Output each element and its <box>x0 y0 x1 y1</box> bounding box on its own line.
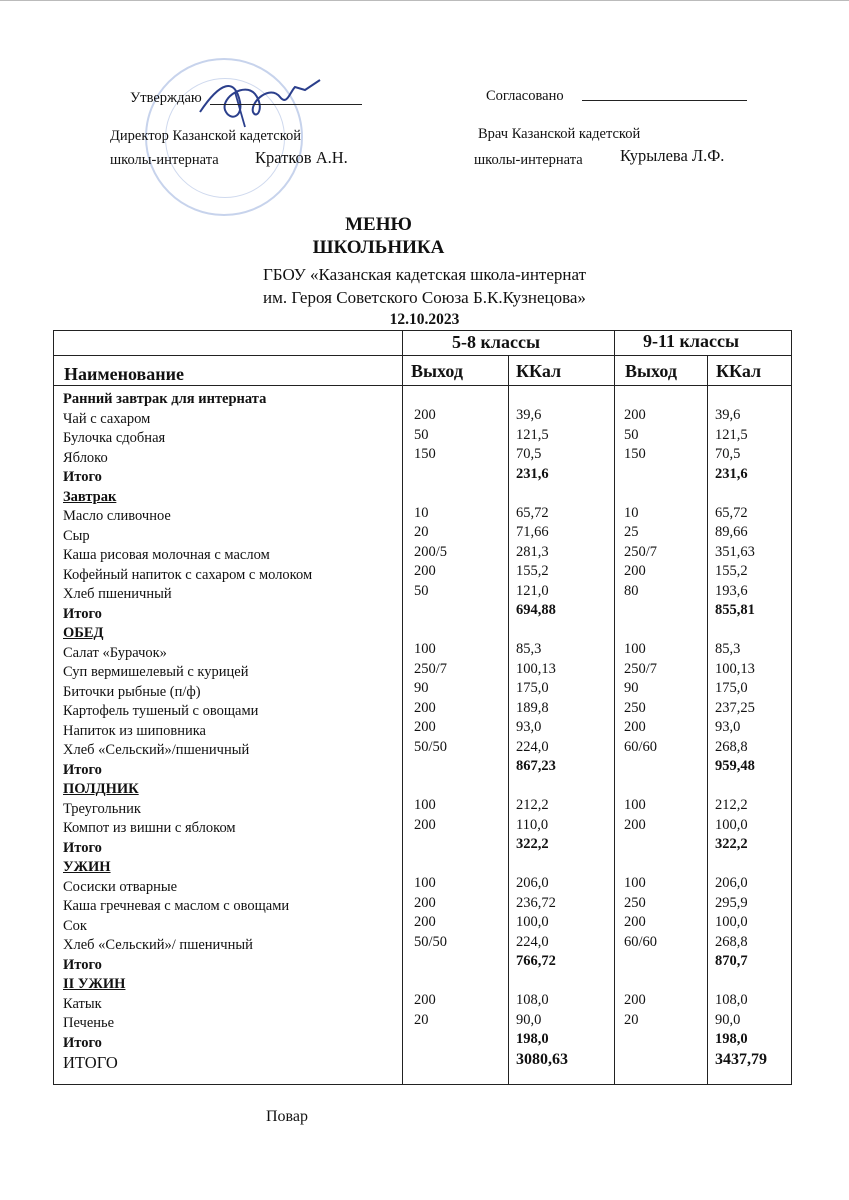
menu-value: 200 <box>414 699 436 716</box>
dish-name: Булочка сдобная <box>63 430 166 446</box>
menu-value: 212,2 <box>516 797 549 813</box>
menu-value: 100 <box>414 875 436 891</box>
menu-value: 231,6 <box>715 465 748 482</box>
dish-name: Салат «Бурачок» <box>63 644 167 661</box>
menu-value <box>624 972 657 992</box>
menu-value <box>414 1050 447 1070</box>
dish-name: Масло сливочное <box>63 508 171 524</box>
menu-value: 100,13 <box>516 660 556 677</box>
menu-value: 193,6 <box>715 582 748 599</box>
menu-value: 39,6 <box>516 407 542 423</box>
dish-name: Сыр <box>63 527 90 544</box>
group-header-5-8: 5-8 классы <box>452 332 540 352</box>
menu-value: 250/7 <box>624 660 658 677</box>
dish-name: Компот из вишни с яблоком <box>63 820 236 836</box>
menu-value: 150 <box>624 446 646 462</box>
menu-value <box>516 621 568 641</box>
menu-value: 100 <box>624 875 646 891</box>
agree-org: школы-интерната <box>474 152 583 168</box>
menu-value: 3080,63 <box>516 1050 568 1068</box>
table-rule <box>53 385 792 386</box>
menu-value <box>624 855 657 875</box>
menu-value: 90 <box>624 680 639 696</box>
menu-value: 236,72 <box>516 894 556 911</box>
dish-name: Хлеб «Сельский»/пшеничный <box>63 742 250 758</box>
dish-name: Кофейный напиток с сахаром с молоком <box>63 566 313 583</box>
menu-value: 100 <box>624 641 646 657</box>
menu-value <box>414 601 447 621</box>
menu-value: 200 <box>414 719 436 735</box>
menu-value <box>624 952 657 972</box>
menu-value: 198,0 <box>715 1031 748 1047</box>
dish-name: ИТОГО <box>63 1053 118 1072</box>
menu-value: 200 <box>414 407 436 423</box>
menu-value: 60/60 <box>624 738 658 755</box>
menu-value: 200 <box>414 914 436 930</box>
menu-value: 93,0 <box>516 719 542 735</box>
menu-value: 189,8 <box>516 699 549 716</box>
menu-value: 155,2 <box>516 563 549 579</box>
approve-org: школы-интерната <box>110 152 219 168</box>
menu-value <box>414 972 447 992</box>
col-header-kcal-2: ККал <box>716 361 762 381</box>
dish-name: Катык <box>63 995 102 1012</box>
menu-value: 90 <box>414 680 429 696</box>
dish-name: II УЖИН <box>63 976 126 992</box>
dish-name: Ранний завтрак для интерната <box>63 391 267 407</box>
menu-value <box>516 972 568 992</box>
col-header-kcal-1: ККал <box>516 361 562 381</box>
dish-name: ОБЕД <box>63 625 104 641</box>
menu-value: 100,0 <box>715 914 748 930</box>
menu-value <box>715 972 767 992</box>
menu-value: 250 <box>624 894 646 911</box>
menu-value <box>414 777 447 797</box>
menu-value <box>414 484 447 504</box>
menu-value: 50 <box>414 582 429 599</box>
menu-value: 65,72 <box>715 504 748 521</box>
menu-value: 268,8 <box>715 933 748 950</box>
menu-value: 155,2 <box>715 563 748 579</box>
menu-value: 80 <box>624 582 639 599</box>
approve-position: Директор Казанской кадетской <box>110 128 302 144</box>
approve-label: Утверждаю <box>130 90 202 106</box>
menu-value: 10 <box>414 504 429 521</box>
menu-value: 206,0 <box>516 875 549 891</box>
menu-value: 855,81 <box>715 602 755 618</box>
menu-value: 100 <box>624 797 646 813</box>
menu-value: 50/50 <box>414 738 448 755</box>
menu-value: 60/60 <box>624 933 658 950</box>
menu-value: 200 <box>414 992 436 1008</box>
table-divider <box>614 330 615 1085</box>
menu-value <box>715 484 767 504</box>
menu-value: 100,0 <box>715 816 748 833</box>
menu-value: 281,3 <box>516 543 549 560</box>
col-header-name: Наименование <box>64 364 184 384</box>
menu-value: 322,2 <box>715 836 748 852</box>
column-output-9-11 <box>624 406 657 1069</box>
dish-name: Биточки рыбные (п/ф) <box>63 683 201 700</box>
menu-value <box>715 621 767 641</box>
scan-edge <box>0 0 849 1</box>
table-divider <box>707 355 708 1085</box>
menu-value: 200/5 <box>414 543 448 560</box>
dish-name: Итого <box>63 1034 102 1051</box>
menu-value: 200 <box>624 992 646 1008</box>
group-header-9-11: 9-11 классы <box>643 331 740 351</box>
menu-value: 322,2 <box>516 836 549 852</box>
menu-value: 250/7 <box>414 660 448 677</box>
dish-name: Напиток из шиповника <box>63 722 206 739</box>
menu-value: 867,23 <box>516 758 556 774</box>
menu-value <box>624 835 657 855</box>
menu-value: 25 <box>624 524 639 540</box>
title-menu: МЕНЮ <box>345 214 412 235</box>
menu-value: 90,0 <box>516 1011 542 1028</box>
menu-value: 694,88 <box>516 602 556 618</box>
table-divider <box>508 355 509 1085</box>
menu-value: 3437,79 <box>715 1050 767 1068</box>
menu-value <box>624 1030 657 1050</box>
dish-name: Печенье <box>63 1015 115 1031</box>
dish-name: Итого <box>63 469 102 485</box>
menu-value: 150 <box>414 446 436 462</box>
menu-value: 108,0 <box>715 992 748 1008</box>
dish-name: Суп вермишелевый с курицей <box>63 664 249 680</box>
menu-value: 39,6 <box>715 407 741 423</box>
agree-position: Врач Казанской кадетской <box>478 126 641 142</box>
menu-value: 121,0 <box>516 582 549 599</box>
director-signature <box>195 72 325 132</box>
agree-label: Согласовано <box>486 88 564 104</box>
title-schoolchild: ШКОЛЬНИКА <box>312 237 445 258</box>
menu-value <box>414 757 447 777</box>
dish-name: Хлеб «Сельский»/ пшеничный <box>63 937 253 953</box>
dish-name: Картофель тушеный с овощами <box>63 703 259 719</box>
menu-value: 198,0 <box>516 1031 549 1047</box>
menu-value: 206,0 <box>715 875 748 891</box>
column-kcal-5-8 <box>516 406 568 1069</box>
menu-value: 70,5 <box>715 446 741 462</box>
approve-name: Кратков А.Н. <box>255 148 348 167</box>
menu-value <box>516 777 568 797</box>
menu-value: 766,72 <box>516 953 556 969</box>
dish-name: Хлеб пшеничный <box>63 586 172 602</box>
dish-name: УЖИН <box>63 859 111 875</box>
menu-value: 93,0 <box>715 719 741 735</box>
menu-value: 200 <box>624 914 646 930</box>
menu-value: 121,5 <box>516 426 549 443</box>
school-name-line1: ГБОУ «Казанская кадетская школа-интернат <box>262 265 587 284</box>
dish-name: Яблоко <box>63 449 108 466</box>
table-divider <box>402 330 403 1085</box>
col-header-output-1: Выход <box>411 361 463 381</box>
column-kcal-9-11 <box>715 406 767 1069</box>
menu-value <box>715 855 767 875</box>
cook-label: Повар <box>266 1108 308 1125</box>
menu-value <box>624 757 657 777</box>
menu-value: 89,66 <box>715 524 748 540</box>
menu-value: 110,0 <box>516 816 549 833</box>
menu-value: 200 <box>624 563 646 579</box>
menu-value: 212,2 <box>715 797 748 813</box>
dish-name: Сосиски отварные <box>63 878 178 895</box>
table-rule <box>53 355 792 356</box>
dish-name: Чай с сахаром <box>63 410 151 427</box>
school-name-line2: им. Героя Советского Союза Б.К.Кузнецова» <box>263 288 586 307</box>
menu-value <box>414 952 447 972</box>
menu-value: 224,0 <box>516 738 549 755</box>
menu-value: 250/7 <box>624 543 658 560</box>
dish-name: Завтрак <box>63 488 117 505</box>
menu-value: 50/50 <box>414 933 448 950</box>
menu-value: 100 <box>414 797 436 813</box>
dish-name: Итого <box>63 605 102 622</box>
menu-value: 268,8 <box>715 738 748 755</box>
menu-value: 121,5 <box>715 426 748 443</box>
menu-value: 90,0 <box>715 1011 741 1028</box>
dish-name: Сок <box>63 917 87 934</box>
menu-value: 959,48 <box>715 758 755 774</box>
menu-value: 250 <box>624 699 646 716</box>
menu-value: 65,72 <box>516 504 549 521</box>
menu-value <box>624 465 657 485</box>
menu-value: 200 <box>624 719 646 735</box>
dish-name: Каша гречневая с маслом с овощами <box>63 898 290 914</box>
menu-value <box>414 621 447 641</box>
dish-name: Треугольник <box>63 800 141 817</box>
menu-value: 85,3 <box>715 641 741 657</box>
menu-value: 175,0 <box>516 680 549 696</box>
menu-value <box>516 484 568 504</box>
col-header-output-2: Выход <box>625 361 677 381</box>
dish-name: Каша рисовая молочная с маслом <box>63 547 270 563</box>
approve-signature-line <box>210 104 362 105</box>
menu-value: 237,25 <box>715 699 755 716</box>
menu-value <box>624 777 657 797</box>
menu-value: 10 <box>624 504 639 521</box>
menu-value <box>414 1030 447 1050</box>
menu-value: 20 <box>414 524 429 540</box>
menu-value: 231,6 <box>516 465 549 482</box>
menu-value <box>624 621 657 641</box>
menu-date: 12.10.2023 <box>389 311 460 328</box>
menu-value <box>624 601 657 621</box>
menu-value: 71,66 <box>516 524 549 540</box>
menu-value: 100,0 <box>516 914 549 930</box>
menu-value: 351,63 <box>715 543 755 560</box>
dish-name: Итого <box>63 956 102 973</box>
column-dish-names <box>63 390 312 1073</box>
menu-value <box>516 855 568 875</box>
menu-value: 200 <box>414 563 436 579</box>
column-output-5-8 <box>414 406 447 1069</box>
menu-value: 200 <box>624 816 646 833</box>
menu-value <box>414 855 447 875</box>
menu-value <box>715 777 767 797</box>
dish-name: ПОЛДНИК <box>63 781 139 797</box>
menu-value <box>624 1050 657 1070</box>
menu-value: 50 <box>414 426 429 443</box>
menu-value: 870,7 <box>715 953 748 969</box>
menu-value: 20 <box>414 1011 429 1028</box>
menu-value <box>624 484 657 504</box>
menu-value <box>414 465 447 485</box>
menu-value: 50 <box>624 426 639 443</box>
menu-value: 100 <box>414 641 436 657</box>
menu-value: 70,5 <box>516 446 542 462</box>
agree-signature-line <box>582 100 747 101</box>
menu-value: 20 <box>624 1011 639 1028</box>
dish-name: Итого <box>63 761 102 778</box>
menu-value: 85,3 <box>516 641 542 657</box>
menu-value: 200 <box>414 894 436 911</box>
dish-name: Итого <box>63 839 102 856</box>
agree-name: Курылева Л.Ф. <box>620 146 725 165</box>
menu-value: 224,0 <box>516 933 549 950</box>
menu-value: 200 <box>414 816 436 833</box>
menu-value: 100,13 <box>715 660 755 677</box>
menu-value: 108,0 <box>516 992 549 1008</box>
menu-value: 200 <box>624 407 646 423</box>
menu-value: 175,0 <box>715 680 748 696</box>
menu-value: 295,9 <box>715 894 748 911</box>
menu-value <box>414 835 447 855</box>
